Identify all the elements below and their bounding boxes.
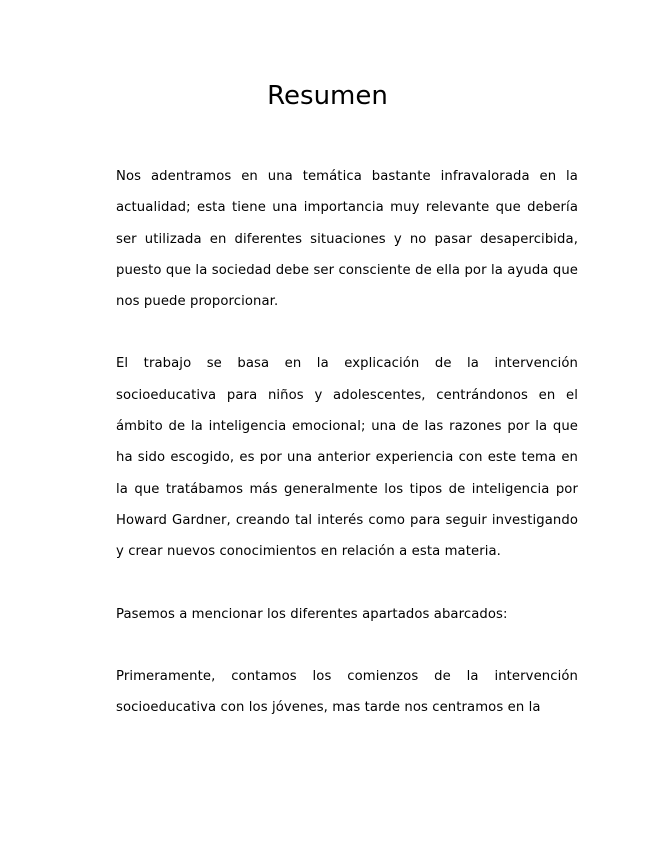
paragraph-intro: Nos adentramos en una temática bastante infravalorada en la actualidad; esta tiene una importancia muy relevante que debería ser utilizada en diferentes situaciones y no pasar desapercibida, puesto que la sociedad debe ser consciente de ella por la ayuda que nos puede proporcionar. [116,169,578,310]
paragraph-work-basis: El trabajo se basa en la explicación de la intervención socioeducativa para niños y adolescentes, centrándonos en el ámbito de la inteligencia emocional; una de las razones por la que ha sido escogido, es por una anterior experiencia con este tema en la que tratábamos más generalmente los tipos de inteligencia por Howard Gardner, creando tal interés como para seguir investigando y crear nuevos conocimientos en relación a esta materia. [116,356,578,560]
paragraph-first-section: Primeramente, contamos los comienzos de la intervención socioeducativa con los jóvenes, mas tarde nos centramos en la [116,668,578,716]
page-title: Resumen [267,81,388,111]
paragraph-sections-intro: Pasemos a mencionar los diferentes apartados abarcados: [116,606,508,622]
document-body [116,161,578,754]
